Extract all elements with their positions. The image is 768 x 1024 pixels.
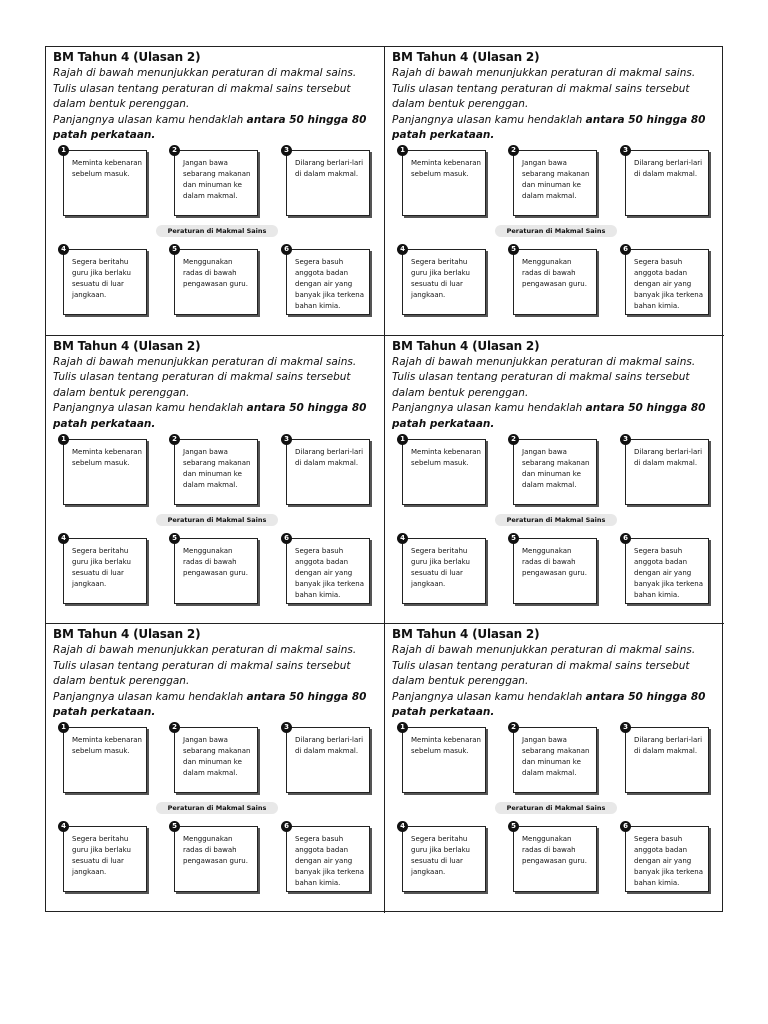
rule-text: Segera beritahu guru jika berlaku sesuatu di luar jangkaan. [72, 835, 131, 877]
rule-text: Jangan bawa sebarang makanan dan minuman ke dalam makmal. [522, 736, 590, 778]
diagram-banner: Peraturan di Makmal Sains [495, 514, 617, 526]
rule-text: Segera beritahu guru jika berlaku sesuatu di luar jangkaan. [72, 258, 131, 299]
rule-number: 1 [397, 434, 408, 445]
instruction-line-1: Rajah di bawah menunjukkan peraturan di makmal sains. [53, 67, 357, 79]
rule-box [400, 822, 486, 892]
instruction-line-2: Tulis ulasan tentang peraturan di makmal sains tersebut dalam bentuk perenggan. [392, 82, 690, 110]
rule-box [61, 146, 147, 216]
rule-number: 6 [281, 244, 292, 255]
card-title: BM Tahun 4 (Ulasan 2) [53, 338, 201, 353]
rule-number: 2 [169, 722, 180, 733]
rule-text: Dilarang berlari-lari di dalam makmal. [295, 447, 364, 467]
rule-number: 3 [281, 722, 292, 733]
instructions [392, 66, 718, 144]
rule-box [284, 822, 370, 892]
rule-box [400, 723, 486, 793]
rule-box [61, 822, 147, 892]
rule-box [623, 723, 709, 793]
card-title: BM Tahun 4 (Ulasan 2) [392, 50, 540, 64]
rule-box [400, 245, 486, 315]
rule-text: Dilarang berlari-lari di dalam makmal. [634, 736, 703, 756]
rule-box [623, 245, 709, 315]
word-count-requirement: antara 50 hingga 80 patah perkataan. [53, 690, 367, 719]
rule-text: Jangan bawa sebarang makanan dan minuman ke dalam makmal. [183, 447, 251, 489]
rule-text: Jangan bawa sebarang makanan dan minuman ke dalam makmal. [183, 736, 251, 778]
rules-diagram [396, 147, 716, 325]
rule-number: 2 [508, 722, 519, 733]
rule-number: 5 [169, 533, 180, 544]
rule-box [61, 723, 147, 793]
word-count-requirement: antara 50 hingga 80 patah perkataan. [392, 113, 706, 141]
rule-text: Meminta kebenaran sebelum masuk. [411, 736, 481, 756]
worksheet-card [46, 336, 385, 625]
rule-text: Segera beritahu guru jika berlaku sesuatu di luar jangkaan. [411, 258, 470, 299]
rule-box [61, 533, 147, 604]
rule-number: 6 [281, 533, 292, 544]
rule-text: Meminta kebenaran sebelum masuk. [411, 159, 481, 178]
rule-box [284, 146, 370, 216]
rule-box [623, 434, 709, 505]
instructions [392, 643, 718, 721]
rule-number: 4 [397, 244, 408, 255]
rule-text: Jangan bawa sebarang makanan dan minuman ke dalam makmal. [522, 447, 590, 489]
instruction-line-1: Rajah di bawah menunjukkan peraturan di makmal sains. [392, 67, 696, 79]
rule-number: 5 [508, 821, 519, 832]
rule-box [400, 533, 486, 604]
rule-box [284, 434, 370, 505]
rule-number: 3 [620, 434, 631, 445]
rule-number: 6 [620, 821, 631, 832]
rule-box [511, 822, 597, 892]
rule-box [511, 146, 597, 216]
rule-number: 3 [281, 145, 292, 156]
rule-text: Segera basuh anggota badan dengan air yang banyak jika terkena bahan kimia. [634, 546, 703, 599]
rules-diagram [396, 436, 716, 614]
rule-number: 5 [508, 244, 519, 255]
rule-box [172, 723, 258, 793]
worksheet-card [46, 624, 385, 913]
rule-number: 6 [620, 533, 631, 544]
rule-number: 1 [397, 722, 408, 733]
word-count-requirement: antara 50 hingga 80 patah perkataan. [53, 113, 367, 141]
rule-text: Segera beritahu guru jika berlaku sesuatu di luar jangkaan. [72, 546, 131, 588]
rule-number: 1 [58, 145, 69, 156]
rule-box [400, 146, 486, 216]
word-count-requirement: antara 50 hingga 80 patah perkataan. [53, 402, 367, 430]
rule-box [61, 434, 147, 505]
rule-box [511, 434, 597, 505]
rule-number: 3 [620, 145, 631, 156]
worksheet-card [385, 624, 724, 913]
rule-text: Meminta kebenaran sebelum masuk. [72, 159, 142, 178]
rule-text: Menggunakan radas di bawah pengawasan guru. [522, 835, 587, 866]
rule-box [400, 434, 486, 505]
rule-text: Menggunakan radas di bawah pengawasan guru. [522, 546, 587, 577]
rules-diagram [57, 436, 377, 614]
rule-number: 6 [281, 821, 292, 832]
word-count-requirement: antara 50 hingga 80 patah perkataan. [392, 402, 706, 430]
rule-number: 2 [508, 145, 519, 156]
rules-diagram [57, 147, 377, 325]
instruction-line-3-text: Panjangnya ulasan kamu hendaklah [392, 690, 586, 703]
instruction-line-1: Rajah di bawah menunjukkan peraturan di makmal sains. [392, 644, 696, 657]
instruction-line-3 [53, 113, 379, 144]
instruction-line-3-text: Panjangnya ulasan kamu hendaklah [53, 113, 247, 126]
rule-text: Meminta kebenaran sebelum masuk. [411, 447, 481, 467]
rule-number: 1 [397, 145, 408, 156]
rule-text: Segera beritahu guru jika berlaku sesuatu di luar jangkaan. [411, 835, 470, 877]
rule-box [284, 245, 370, 315]
card-title: BM Tahun 4 (Ulasan 2) [392, 338, 540, 353]
instructions [53, 643, 379, 721]
instruction-line-3-text: Panjangnya ulasan kamu hendaklah [392, 113, 586, 126]
rule-text: Menggunakan radas di bawah pengawasan guru. [183, 258, 248, 288]
card-title: BM Tahun 4 (Ulasan 2) [53, 50, 201, 64]
card-title: BM Tahun 4 (Ulasan 2) [53, 627, 201, 642]
rule-box [172, 245, 258, 315]
rule-number: 3 [620, 722, 631, 733]
rule-text: Dilarang berlari-lari di dalam makmal. [295, 736, 364, 756]
instructions [53, 66, 379, 144]
rule-text: Segera basuh anggota badan dengan air yang banyak jika terkena bahan kimia. [634, 835, 703, 888]
rule-number: 4 [397, 533, 408, 544]
instruction-line-3 [392, 113, 718, 144]
worksheet-card [385, 47, 724, 336]
rule-box [511, 533, 597, 604]
worksheet-grid [45, 46, 723, 912]
rule-text: Dilarang berlari-lari di dalam makmal. [634, 447, 703, 467]
instruction-line-3 [53, 401, 379, 432]
rule-text: Meminta kebenaran sebelum masuk. [72, 447, 142, 467]
instruction-line-1: Rajah di bawah menunjukkan peraturan di makmal sains. [53, 355, 357, 368]
rule-box [172, 146, 258, 216]
instruction-line-2: Tulis ulasan tentang peraturan di makmal sains tersebut dalam bentuk perenggan. [392, 659, 690, 688]
diagram-banner: Peraturan di Makmal Sains [156, 225, 278, 237]
rule-text: Segera basuh anggota badan dengan air yang banyak jika terkena bahan kimia. [634, 258, 703, 310]
diagram-banner: Peraturan di Makmal Sains [495, 225, 617, 237]
rule-number: 6 [620, 244, 631, 255]
rule-number: 2 [169, 434, 180, 445]
rule-box [172, 822, 258, 892]
rule-text: Segera basuh anggota badan dengan air yang banyak jika terkena bahan kimia. [295, 546, 364, 599]
rule-number: 4 [58, 533, 69, 544]
rule-box [61, 245, 147, 315]
instruction-line-2: Tulis ulasan tentang peraturan di makmal sains tersebut dalam bentuk perenggan. [53, 82, 351, 110]
rule-box [511, 723, 597, 793]
rule-number: 4 [58, 244, 69, 255]
rule-number: 1 [58, 722, 69, 733]
instruction-line-3-text: Panjangnya ulasan kamu hendaklah [392, 402, 586, 415]
rule-number: 2 [169, 145, 180, 156]
word-count-requirement: antara 50 hingga 80 patah perkataan. [392, 690, 706, 719]
rules-diagram [57, 724, 377, 902]
rule-number: 5 [508, 533, 519, 544]
diagram-banner: Peraturan di Makmal Sains [495, 802, 617, 814]
rule-box [511, 245, 597, 315]
rule-text: Menggunakan radas di bawah pengawasan guru. [522, 258, 587, 288]
instructions [392, 355, 718, 433]
rule-text: Segera beritahu guru jika berlaku sesuatu di luar jangkaan. [411, 546, 470, 588]
instruction-line-3-text: Panjangnya ulasan kamu hendaklah [53, 690, 247, 703]
rule-text: Jangan bawa sebarang makanan dan minuman ke dalam makmal. [183, 159, 251, 200]
worksheet-card [385, 336, 724, 625]
instruction-line-1: Rajah di bawah menunjukkan peraturan di makmal sains. [53, 644, 357, 657]
rule-text: Menggunakan radas di bawah pengawasan guru. [183, 546, 248, 577]
diagram-banner: Peraturan di Makmal Sains [156, 514, 278, 526]
rule-number: 2 [508, 434, 519, 445]
instruction-line-3 [53, 690, 379, 721]
rule-text: Segera basuh anggota badan dengan air yang banyak jika terkena bahan kimia. [295, 258, 364, 310]
rule-text: Dilarang berlari-lari di dalam makmal. [295, 159, 364, 178]
instruction-line-2: Tulis ulasan tentang peraturan di makmal sains tersebut dalam bentuk perenggan. [392, 371, 690, 399]
rules-diagram [396, 724, 716, 902]
instruction-line-1: Rajah di bawah menunjukkan peraturan di makmal sains. [392, 355, 696, 368]
rule-number: 3 [281, 434, 292, 445]
rule-text: Menggunakan radas di bawah pengawasan guru. [183, 835, 248, 866]
rule-box [623, 146, 709, 216]
instruction-line-2: Tulis ulasan tentang peraturan di makmal sains tersebut dalam bentuk perenggan. [53, 371, 351, 399]
worksheet-card [46, 47, 385, 336]
rule-text: Meminta kebenaran sebelum masuk. [72, 736, 142, 756]
rule-number: 1 [58, 434, 69, 445]
rule-box [172, 533, 258, 604]
rule-box [623, 822, 709, 892]
rule-number: 4 [58, 821, 69, 832]
card-title: BM Tahun 4 (Ulasan 2) [392, 627, 540, 642]
rule-text: Segera basuh anggota badan dengan air yang banyak jika terkena bahan kimia. [295, 835, 364, 888]
instruction-line-3-text: Panjangnya ulasan kamu hendaklah [53, 402, 247, 415]
rule-number: 5 [169, 244, 180, 255]
rule-number: 4 [397, 821, 408, 832]
diagram-banner: Peraturan di Makmal Sains [156, 802, 278, 814]
instructions [53, 355, 379, 433]
rule-box [172, 434, 258, 505]
rule-box [623, 533, 709, 604]
rule-box [284, 723, 370, 793]
instruction-line-3 [392, 690, 718, 721]
rule-box [284, 533, 370, 604]
instruction-line-2: Tulis ulasan tentang peraturan di makmal sains tersebut dalam bentuk perenggan. [53, 659, 351, 688]
rule-number: 5 [169, 821, 180, 832]
instruction-line-3 [392, 401, 718, 432]
rule-text: Jangan bawa sebarang makanan dan minuman ke dalam makmal. [522, 159, 590, 200]
rule-text: Dilarang berlari-lari di dalam makmal. [634, 159, 703, 178]
